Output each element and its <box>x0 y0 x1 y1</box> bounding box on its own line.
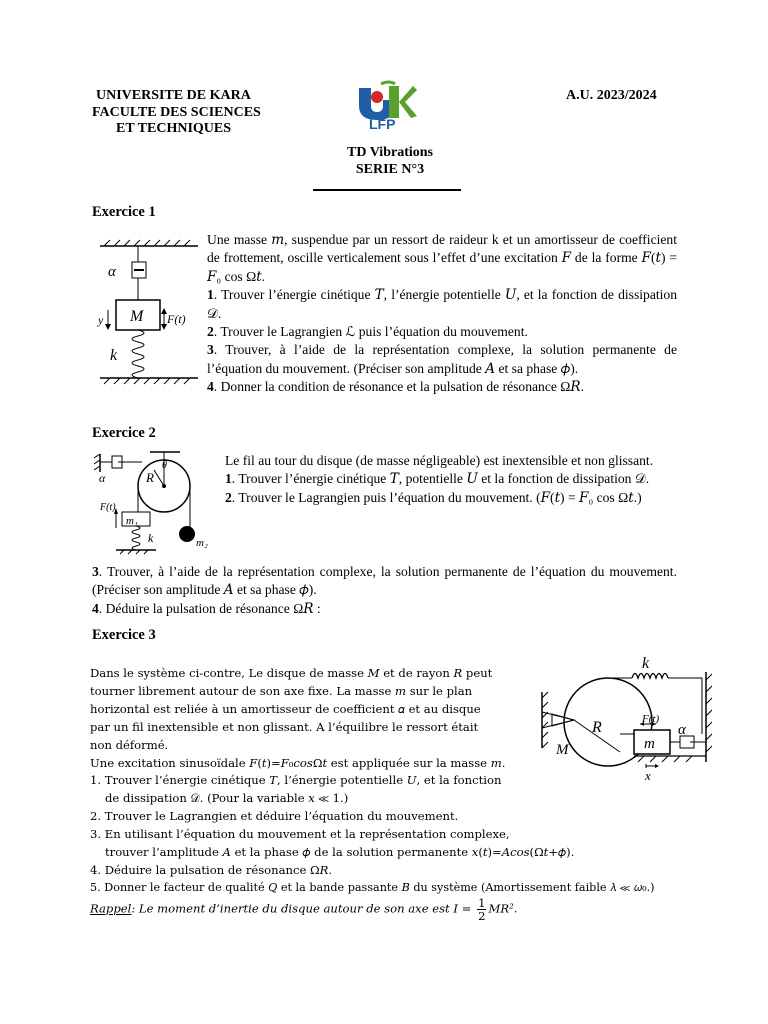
ex3-k-label: k <box>642 655 650 672</box>
ex2-m1-label: m₁ <box>126 515 138 527</box>
ex1-q2: 2. Trouver le Lagrangien ℒ puis l’équation du mouvement. <box>207 324 528 340</box>
ex2-k-label: k <box>148 531 154 545</box>
ex3-intro <box>90 665 535 772</box>
ex2-m2-label: m₂ <box>196 537 208 549</box>
ex1-alpha-label: α <box>108 264 116 280</box>
ex3-line-1: Dans le système ci-contre, Le disque de masse 𝑀 et de rayon 𝑅 peut <box>90 666 493 680</box>
faculty-line-1: FACULTE DES SCIENCES <box>92 105 261 120</box>
ex2-intro: Le fil au tour du disque (de masse négligeable) est inextensible et non glissant. <box>225 453 654 468</box>
ex3-questions <box>90 772 730 897</box>
rappel-fraction: $\frac{1}{2}$ <box>478 896 486 923</box>
ex3-force-label: F(t) <box>642 713 660 725</box>
university-logo <box>355 80 419 134</box>
ex3-line-6: Une excitation sinusoïdale 𝐹(𝑡)=𝐹₀𝑐𝑜𝑠Ω𝑡 est appliquée sur la masse 𝑚. <box>90 755 506 770</box>
ex2-text-side <box>225 452 677 507</box>
ex3-alpha-label: α <box>678 722 686 738</box>
ex1-figure <box>94 238 204 386</box>
ex3-line-3: horizontal est reliée à un amortisseur de coefficient 𝛼 et au disque <box>90 701 481 716</box>
ex3-figure <box>540 652 712 784</box>
ex1-k-label: k <box>110 347 118 364</box>
course-title: TD Vibrations <box>347 145 433 160</box>
ex1-mass-label: M <box>130 308 144 325</box>
ex1-heading: Exercice 1 <box>92 204 156 220</box>
ex1-text <box>207 231 677 397</box>
ex2-text-full <box>92 563 677 618</box>
ex2-q4: 4. Déduire la pulsation de résonance Ω𝑅 : <box>92 600 321 616</box>
ex2-q1: 1. Trouver l’énergie cinétique 𝑇, potentielle 𝑈 et la fonction de dissipation 𝒟. <box>225 471 650 487</box>
ex2-q2: 2. Trouver le Lagrangien puis l’équation du mouvement. (𝐹(𝑡) = 𝐹₀ cos Ω𝑡.) <box>225 489 642 505</box>
ex3-line-5: non déformé. <box>90 737 169 752</box>
ex1-y-label: y <box>98 313 104 327</box>
ex2-q3: 3. Trouver, à l’aide de la représentation complexe, la solution permanente de l’équation du mouvement. (Préciser son amplitude 𝐴 et sa phase 𝜙). <box>92 564 677 598</box>
ex3-q1: 1. Trouver l’énergie cinétique 𝑇, l’énergie potentielle 𝑈, et la fonction <box>90 773 502 787</box>
ex1-intro: Une masse 𝑚, suspendue par un ressort de raideur k et un amortisseur de coefficient de frottement, oscille verticalement sous l’effet d’une excitation 𝐹 de la forme 𝐹(𝑡) = 𝐹₀ cos Ω𝑡. <box>207 232 677 284</box>
ex2-r-label: R <box>146 470 154 485</box>
university-name: UNIVERSITE DE KARA <box>96 88 251 103</box>
ex3-q4: 4. Déduire la pulsation de résonance Ω𝑅. <box>90 862 333 877</box>
ex3-x-label: x <box>645 768 651 783</box>
ex1-force-label: F(t) <box>167 312 186 326</box>
series-title: SERIE N°3 <box>355 162 425 177</box>
academic-year: A.U. 2023/2024 <box>566 88 657 103</box>
ex2-alpha-label: α <box>99 471 106 485</box>
ex3-mass-disk-label: M <box>556 742 569 758</box>
ex3-q2: 2. Trouver le Lagrangien et déduire l’équation du mouvement. <box>90 808 459 823</box>
ex3-line-4: par un fil inextensible et non glissant. A l’équilibre le ressort était <box>90 719 479 734</box>
ex1-q1: 1. Trouver l’énergie cinétique 𝑇, l’énergie potentielle 𝑈, et la fonction de dissipation 𝒟. <box>207 287 677 321</box>
ex3-q3-cont: trouver l’amplitude 𝐴 et la phase 𝜙 de la solution permanente 𝑥(𝑡)=𝐴𝑐𝑜𝑠(Ω𝑡+𝜙). <box>105 844 575 859</box>
rappel-label: Rappel <box>90 901 132 916</box>
faculty-line-2: ET TECHNIQUES <box>116 121 232 136</box>
ex3-q5: 5. Donner le facteur de qualité 𝑄 et la bande passante 𝐵 du système (Amortissement faible 𝜆 ≪ 𝜔₀.) <box>90 881 655 895</box>
ex2-theta-label: θ <box>162 460 167 471</box>
ex3-m-label: m <box>644 736 655 752</box>
logo-sub-text: LFP <box>369 116 396 132</box>
ex3-q3: 3. En utilisant l’équation du mouvement et la représentation complexe, <box>90 826 510 841</box>
ex3-line-2: tourner librement autour de son axe fixe. La masse 𝑚 sur le plan <box>90 683 473 698</box>
ex3-rappel: Rappel: Le moment d’inertie du disque autour de son axe est 𝐼 = $\frac{1}{2}$ 𝑀𝑅². <box>90 896 518 923</box>
ex3-r-label: R <box>592 719 602 736</box>
title-underline <box>313 189 461 191</box>
ex3-q1-cont: de dissipation 𝒟. (Pour la variable 𝑥 ≪ 1.) <box>105 790 349 805</box>
ex2-force-label: F(t) <box>100 502 116 513</box>
ex2-heading: Exercice 2 <box>92 425 156 441</box>
ex1-q4: 4. Donner la condition de résonance et la pulsation de résonance Ω𝑅. <box>207 379 585 395</box>
ex1-q3: 3. Trouver, à l’aide de la représentation complexe, la solution permanente de l’équation du mouvement. (Préciser son amplitude 𝐴 et sa phase 𝜙). <box>207 342 677 376</box>
ex3-heading: Exercice 3 <box>92 627 156 643</box>
ex2-figure <box>94 450 218 562</box>
